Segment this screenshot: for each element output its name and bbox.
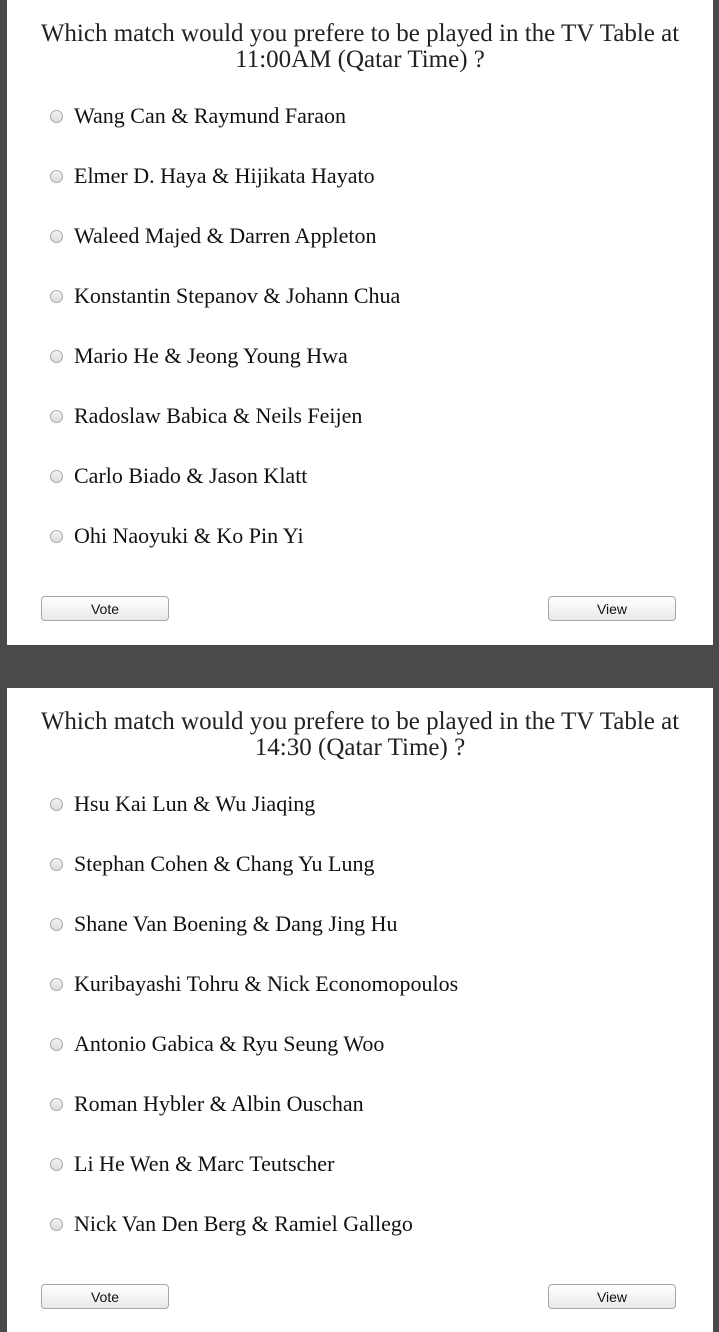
poll-option[interactable] bbox=[7, 86, 713, 146]
radio-button[interactable] bbox=[50, 858, 63, 871]
vote-button[interactable]: Vote bbox=[41, 596, 169, 621]
option-label[interactable]: Kuribayashi Tohru & Nick Economopoulos bbox=[74, 971, 459, 996]
radio-button[interactable] bbox=[50, 530, 63, 543]
poll-card bbox=[7, 688, 713, 1332]
radio-button[interactable] bbox=[50, 170, 63, 183]
radio-button[interactable] bbox=[50, 1038, 63, 1051]
radio-button[interactable] bbox=[50, 918, 63, 931]
poll-option[interactable] bbox=[7, 954, 713, 1014]
radio-button[interactable] bbox=[50, 1158, 63, 1171]
option-label[interactable]: Waleed Majed & Darren Appleton bbox=[74, 223, 377, 248]
option-label[interactable]: Antonio Gabica & Ryu Seung Woo bbox=[74, 1031, 385, 1056]
radio-button[interactable] bbox=[50, 290, 63, 303]
option-label[interactable]: Stephan Cohen & Chang Yu Lung bbox=[74, 851, 375, 876]
radio-button[interactable] bbox=[50, 1098, 63, 1111]
poll-question: Which match would you prefere to be played in the TV Table at 11:00AM (Qatar Time) ? bbox=[40, 20, 680, 73]
option-label[interactable]: Ohi Naoyuki & Ko Pin Yi bbox=[74, 523, 304, 548]
option-label[interactable]: Roman Hybler & Albin Ouschan bbox=[74, 1091, 364, 1116]
view-results-button[interactable]: View bbox=[548, 596, 676, 621]
poll-option[interactable] bbox=[7, 894, 713, 954]
poll-options bbox=[7, 774, 713, 1254]
poll-option[interactable] bbox=[7, 326, 713, 386]
radio-button[interactable] bbox=[50, 110, 63, 123]
option-label[interactable]: Radoslaw Babica & Neils Feijen bbox=[74, 403, 363, 428]
poll-option[interactable] bbox=[7, 386, 713, 446]
option-label[interactable]: Mario He & Jeong Young Hwa bbox=[74, 343, 348, 368]
option-label[interactable]: Carlo Biado & Jason Klatt bbox=[74, 463, 308, 488]
radio-button[interactable] bbox=[50, 470, 63, 483]
poll-option[interactable] bbox=[7, 834, 713, 894]
poll-card bbox=[7, 0, 713, 645]
poll-question: Which match would you prefere to be played in the TV Table at 14:30 (Qatar Time) ? bbox=[40, 708, 680, 761]
radio-button[interactable] bbox=[50, 798, 63, 811]
radio-button[interactable] bbox=[50, 410, 63, 423]
option-label[interactable]: Konstantin Stepanov & Johann Chua bbox=[74, 283, 401, 308]
option-label[interactable]: Shane Van Boening & Dang Jing Hu bbox=[74, 911, 398, 936]
vote-button[interactable]: Vote bbox=[41, 1284, 169, 1309]
option-label[interactable]: Elmer D. Haya & Hijikata Hayato bbox=[74, 163, 375, 188]
option-label[interactable]: Nick Van Den Berg & Ramiel Gallego bbox=[74, 1211, 413, 1236]
poll-option[interactable] bbox=[7, 774, 713, 834]
radio-button[interactable] bbox=[50, 1218, 63, 1231]
poll-option[interactable] bbox=[7, 1074, 713, 1134]
radio-button[interactable] bbox=[50, 230, 63, 243]
radio-button[interactable] bbox=[50, 978, 63, 991]
poll-option[interactable] bbox=[7, 506, 713, 566]
poll-option[interactable] bbox=[7, 1014, 713, 1074]
poll-option[interactable] bbox=[7, 146, 713, 206]
option-label[interactable]: Wang Can & Raymund Faraon bbox=[74, 103, 346, 128]
poll-option[interactable] bbox=[7, 206, 713, 266]
view-results-button[interactable]: View bbox=[548, 1284, 676, 1309]
poll-option[interactable] bbox=[7, 266, 713, 326]
option-label[interactable]: Hsu Kai Lun & Wu Jiaqing bbox=[74, 791, 316, 816]
radio-button[interactable] bbox=[50, 350, 63, 363]
option-label[interactable]: Li He Wen & Marc Teutscher bbox=[74, 1151, 335, 1176]
poll-option[interactable] bbox=[7, 1194, 713, 1254]
poll-options bbox=[7, 86, 713, 566]
poll-option[interactable] bbox=[7, 1134, 713, 1194]
poll-option[interactable] bbox=[7, 446, 713, 506]
